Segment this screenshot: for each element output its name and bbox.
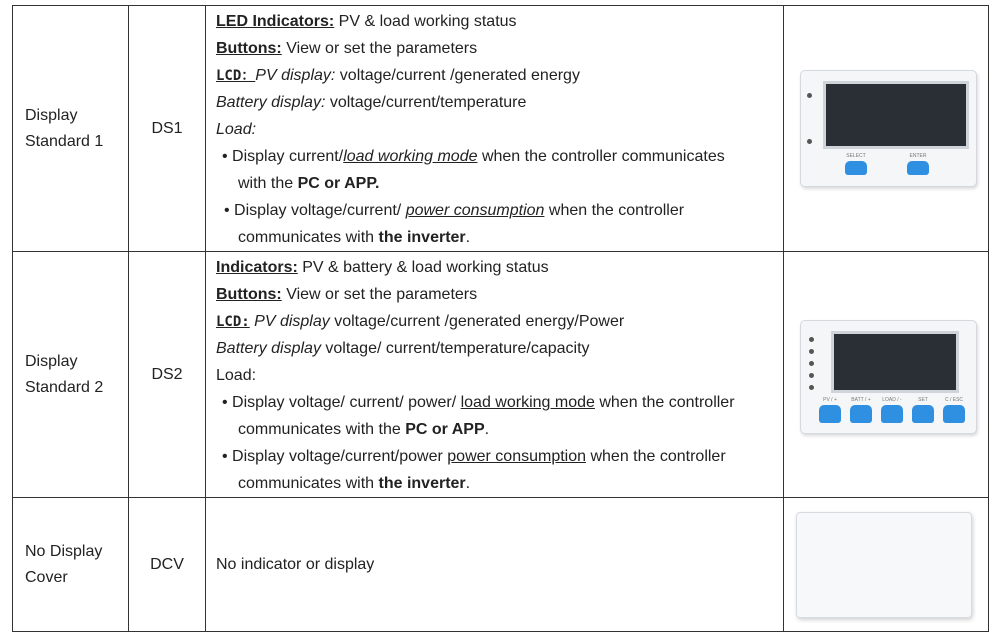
load-working-mode-term: load working mode [343, 148, 478, 165]
enter-button [907, 161, 929, 175]
load-button-label: LOAD / - [882, 397, 902, 403]
bullet2-text-b: when the controller [544, 202, 685, 219]
led-indicator-icon [809, 361, 814, 366]
led-indicator-icon [809, 337, 814, 342]
pc-or-app-text: PC or APP. [297, 175, 380, 192]
load-button [881, 405, 903, 423]
bullet2-text-a: • Display voltage/current/ [224, 202, 406, 219]
battery-display-text: voltage/ current/temperature/capacity [320, 340, 590, 357]
bullet1-text-a: • Display voltage/ current/ power/ [222, 394, 461, 411]
option-description: Indicators: PV & battery & load working status Buttons: View or set the parameters LCD: PV display voltage/current /generated energy/Power Battery display voltage/ current/temperature/capacity Load: • Display voltage/ current/ power/ load working mode when the controller communicates with the PC or APP. • Display voltage/current/power power consumption when the controller communicates with the inverter. [206, 252, 784, 498]
option-name-line1: Display [25, 352, 78, 370]
option-code: DS1 [129, 6, 206, 252]
inverter-text: the inverter [378, 229, 466, 246]
device-image-cell [784, 6, 989, 252]
indicators-text: PV & battery & load working status [297, 259, 549, 276]
display-options-table [12, 5, 989, 632]
select-button [845, 161, 867, 175]
ds2-device-image [800, 320, 977, 434]
option-code: DCV [129, 498, 206, 632]
bullet1-text-b: when the controller communicates [477, 148, 725, 165]
option-code: DS2 [129, 252, 206, 498]
power-consumption-term: power consumption [405, 202, 545, 219]
ds1-device-image [800, 70, 977, 187]
battery-display-text: voltage/current/temperature [325, 94, 527, 111]
indicators-label: Indicators: [216, 259, 298, 276]
led-indicator-icon [807, 139, 812, 144]
set-button-label: SET [918, 397, 928, 403]
bullet2-text-c: communicates with [238, 229, 379, 246]
load-label: Load: [216, 121, 257, 138]
bullet1-text-c: with the [238, 175, 298, 192]
load-label: Load: [216, 367, 257, 384]
pv-display-label: PV display [249, 313, 330, 330]
buttons-text: View or set the parameters [281, 286, 478, 303]
select-button-label: SELECT [846, 153, 866, 159]
load-working-mode-term: load working mode [460, 394, 595, 411]
option-description [206, 498, 784, 632]
led-indicators-text: PV & load working status [334, 13, 517, 30]
lcd-screen [831, 331, 959, 393]
pv-display-text: voltage/current /generated energy [335, 67, 580, 84]
esc-button-label: C / ESC [944, 397, 964, 403]
bullet2-text-c: communicates with [238, 475, 379, 492]
batt-button [850, 405, 872, 423]
buttons-text: View or set the parameters [281, 40, 478, 57]
option-name-line2: Standard 2 [25, 378, 104, 396]
bullet2-text-a: • Display voltage/current/power [222, 448, 448, 465]
pc-or-app-text: PC or APP [405, 421, 485, 438]
bullet1-text-a: • Display current/ [222, 148, 344, 165]
table-row-ds1 [13, 6, 989, 252]
buttons-label: Buttons: [216, 286, 282, 303]
option-name-line2: Standard 1 [25, 132, 104, 150]
option-name-line1: No Display [25, 542, 103, 560]
battery-display-label: Battery display: [216, 94, 326, 111]
buttons-label: Buttons: [216, 40, 282, 57]
pv-button [819, 405, 841, 423]
table-row-ds2 [13, 252, 989, 498]
no-display-text: No indicator or display [216, 555, 375, 573]
batt-button-label: BATT / + [851, 397, 871, 403]
led-indicator-icon [807, 93, 812, 98]
led-indicator-icon [809, 385, 814, 390]
option-name-line1: Display [25, 106, 78, 124]
lcd-screen [823, 81, 969, 149]
dcv-cover-image [796, 512, 972, 618]
option-name-line2: Cover [25, 568, 68, 586]
lcd-label: LCD: [216, 314, 250, 330]
battery-display-label: Battery display [216, 340, 321, 357]
led-indicator-icon [809, 373, 814, 378]
bullet1-text-c: communicates with the [238, 421, 406, 438]
lcd-label: LCD： [216, 68, 256, 84]
led-indicator-icon [809, 349, 814, 354]
pv-display-text: voltage/current /generated energy/Power [329, 313, 625, 330]
pv-display-label: PV display: [255, 67, 336, 84]
esc-button [943, 405, 965, 423]
power-consumption-term: power consumption [447, 448, 587, 465]
bullet1-text-b: when the controller [594, 394, 735, 411]
led-indicators-label: LED Indicators: [216, 13, 335, 30]
set-button [912, 405, 934, 423]
option-description: LED Indicators: PV & load working status Buttons: View or set the parameters LCD：PV display: voltage/current /generated energy Battery display: voltage/current/temperature Load: • Display current/load working mode when the controller communicates with the PC or APP. • Display voltage/current/ power consumption when the controller communicates with the inverter. [206, 6, 784, 252]
device-image-cell [784, 498, 989, 632]
enter-button-label: ENTER [909, 153, 927, 159]
bullet2-text-b: when the controller [586, 448, 726, 465]
option-name-cell [13, 498, 129, 632]
option-name-cell [13, 252, 129, 498]
inverter-text: the inverter [378, 475, 466, 492]
pv-button-label: PV / + [823, 397, 837, 403]
device-image-cell [784, 252, 989, 498]
option-name-cell [13, 6, 129, 252]
table-row-dcv [13, 498, 989, 632]
